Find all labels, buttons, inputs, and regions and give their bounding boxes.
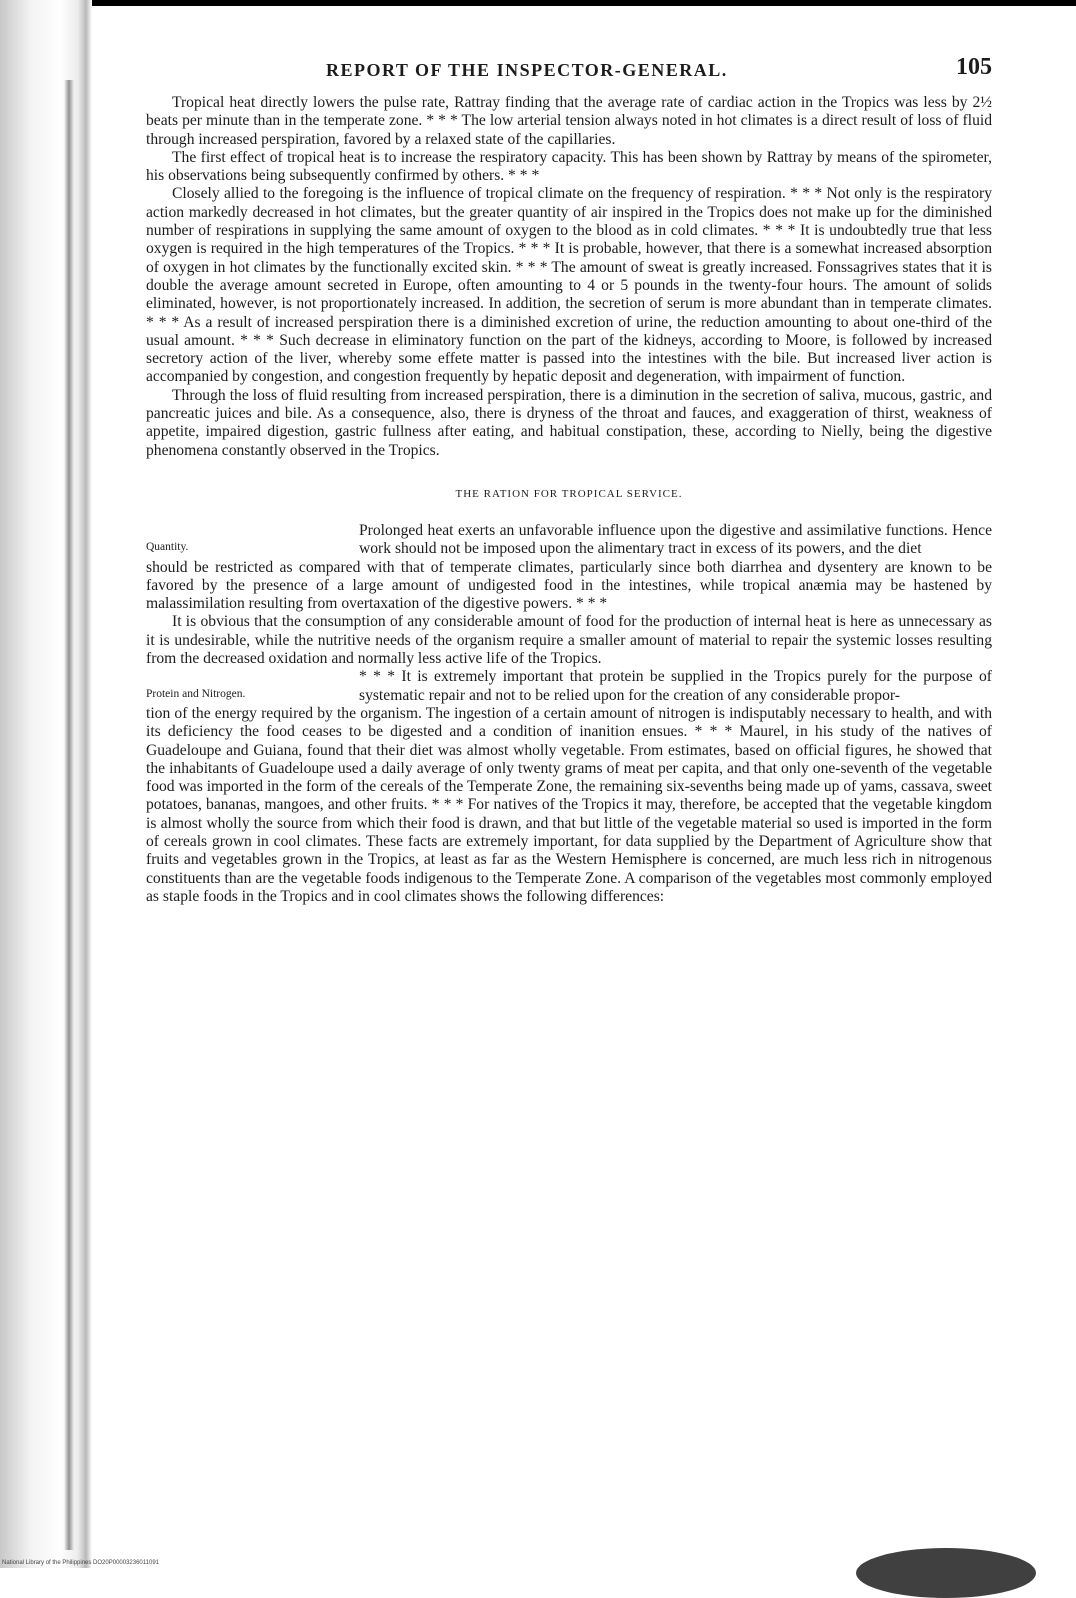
page-header xyxy=(146,54,992,94)
scan-top-edge xyxy=(0,0,1076,6)
quantity-continued: should be restricted as compared with that of temperate climates, particularly since both diarrhea and dysentery are known to be favored by the presence of a large amount of undigested food in the intestines, while tropical anæmia may be hastened by malassimilation resulting from overtaxation of the digestive powers. * * * xyxy=(146,558,992,613)
gutter-shadow xyxy=(64,80,74,1550)
protein-intro: * * * It is extremely important that protein be supplied in the Tropics purely for the purpose of systematic repair and not to be relied upon for the creation of any considerable propor- xyxy=(359,668,992,704)
side-note-quantity: Quantity. xyxy=(146,540,189,553)
page-corner-shadow xyxy=(856,1548,1036,1598)
page-body xyxy=(146,54,992,906)
page-number: 105 xyxy=(956,54,992,80)
paragraph-respiratory: The first effect of tropical heat is to increase the respiratory capacity. This has been shown by Rattray by means of the spirometer, his observations being subsequently confirmed by others. * * * xyxy=(146,148,992,185)
protein-block xyxy=(146,668,992,705)
section-title: THE RATION FOR TROPICAL SERVICE. xyxy=(455,487,683,500)
book-spine-shadow xyxy=(0,0,92,1568)
library-stamp: National Library of the Philippines DO20P00003236011091 xyxy=(2,1560,159,1566)
paragraph-digestion: Through the loss of fluid resulting from increased perspiration, there is a diminution in the secretion of saliva, mucous, gastric, and pancreatic juices and bile. As a consequence, also, there is dryness of the throat and fauces, and exaggeration of thirst, weakness of appetite, impaired digestion, gastric fullness after eating, and habitual constipation, these, according to Nielly, being the digestive phenomena constantly observed in the Tropics. xyxy=(146,386,992,459)
quantity-block xyxy=(146,522,992,559)
paragraph-pulse: Tropical heat directly lowers the pulse rate, Rattray finding that the average rate of cardiac action in the Tropics was less by 2½ beats per minute than in the temperate zone. * * * The low arterial tension always noted in hot climates is a direct result of loss of fluid through increased perspiration, favored by a relaxed state of the capillaries. xyxy=(146,94,992,148)
paragraph-respiration: Closely allied to the foregoing is the influence of tropical climate on the frequency of respiration. * * * Not only is the respiratory action markedly decreased in hot climates, but the greater quantity of air inspired in the Tropics does not make up for the diminished number of respirations in supplying the same amount of oxygen to the blood as in cold climates. * * * It is undoubtedly true that less oxygen is required in the high temperatures of the Tropics. * * * It is probable, however, that there is a somewhat increased absorption of oxygen in hot climates by the functionally excited skin. * * * The amount of sweat is greatly increased. Fonssagrives states that it is double the average amount secreted in Europe, often amounting to 4 or 5 pounds in the twenty-four hours. The amount of solids eliminated, however, is not proportionately increased. In addition, the secretion of serum is more abundant than in temperate climates. * * * As a result of increased perspiration there is a diminished excretion of urine, the reduction amounting to about one-third of the usual amount. * * * Such decrease in eliminatory function on the part of the kidneys, according to Moore, is followed by increased secretory action of the liver, whereby some effete matter is passed into the intestines with the bile. But increased liver action is accompanied by congestion, and congestion frequently by hepatic deposit and degeneration, with impairment of function. xyxy=(146,185,992,386)
quantity-intro: Prolonged heat exerts an unfavorable influence upon the digestive and assimilative functions. Hence work should not be imposed upon the alimentary tract in excess of its powers, and the diet xyxy=(359,521,992,558)
paragraph-obvious: It is obvious that the consumption of any considerable amount of food for the production of internal heat is here as unnecessary as it is undesirable, while the nutritive needs of the organism require a smaller amount of material to repair the systemic losses resulting from the decreased oxidation and normally less active life of the Tropics. xyxy=(146,613,992,668)
running-title: REPORT OF THE INSPECTOR-GENERAL. xyxy=(326,60,728,80)
protein-continued: tion of the energy required by the organism. The ingestion of a certain amount of nitrogen is indisputably necessary to health, and with its deficiency the food ceases to be digested and a condition of inanition ensues. * * * Maurel, in his study of the natives of Guadeloupe and Guiana, found that their diet was almost wholly vegetable. From estimates, based on official figures, he showed that the inhabitants of Guadeloupe used a daily average of only twenty grams of meat per capita, and that only one-seventh of the vegetable food was imported in the form of the cereals of the Temperate Zone, the remaining six-sevenths being made up of yams, cassava, sweet potatoes, bananas, mangoes, and other fruits. * * * For natives of the Tropics it may, therefore, be accepted that the vegetable kingdom is almost wholly the source from which their food is drawn, and that but little of the vegetable material so used is imported in the form of cereals grown in cool climates. These facts are extremely important, for data supplied by the Department of Agriculture show that fruits and vegetables grown in the Tropics, at least as far as the Western Hemisphere is concerned, are much less rich in nitrogenous constituents than are the vegetable foods indigenous to the Temperate Zone. A comparison of the vegetables most commonly employed as staple foods in the Tropics and in cool climates shows the following differences: xyxy=(146,704,992,905)
side-note-protein: Protein and Nitrogen. xyxy=(146,688,246,701)
